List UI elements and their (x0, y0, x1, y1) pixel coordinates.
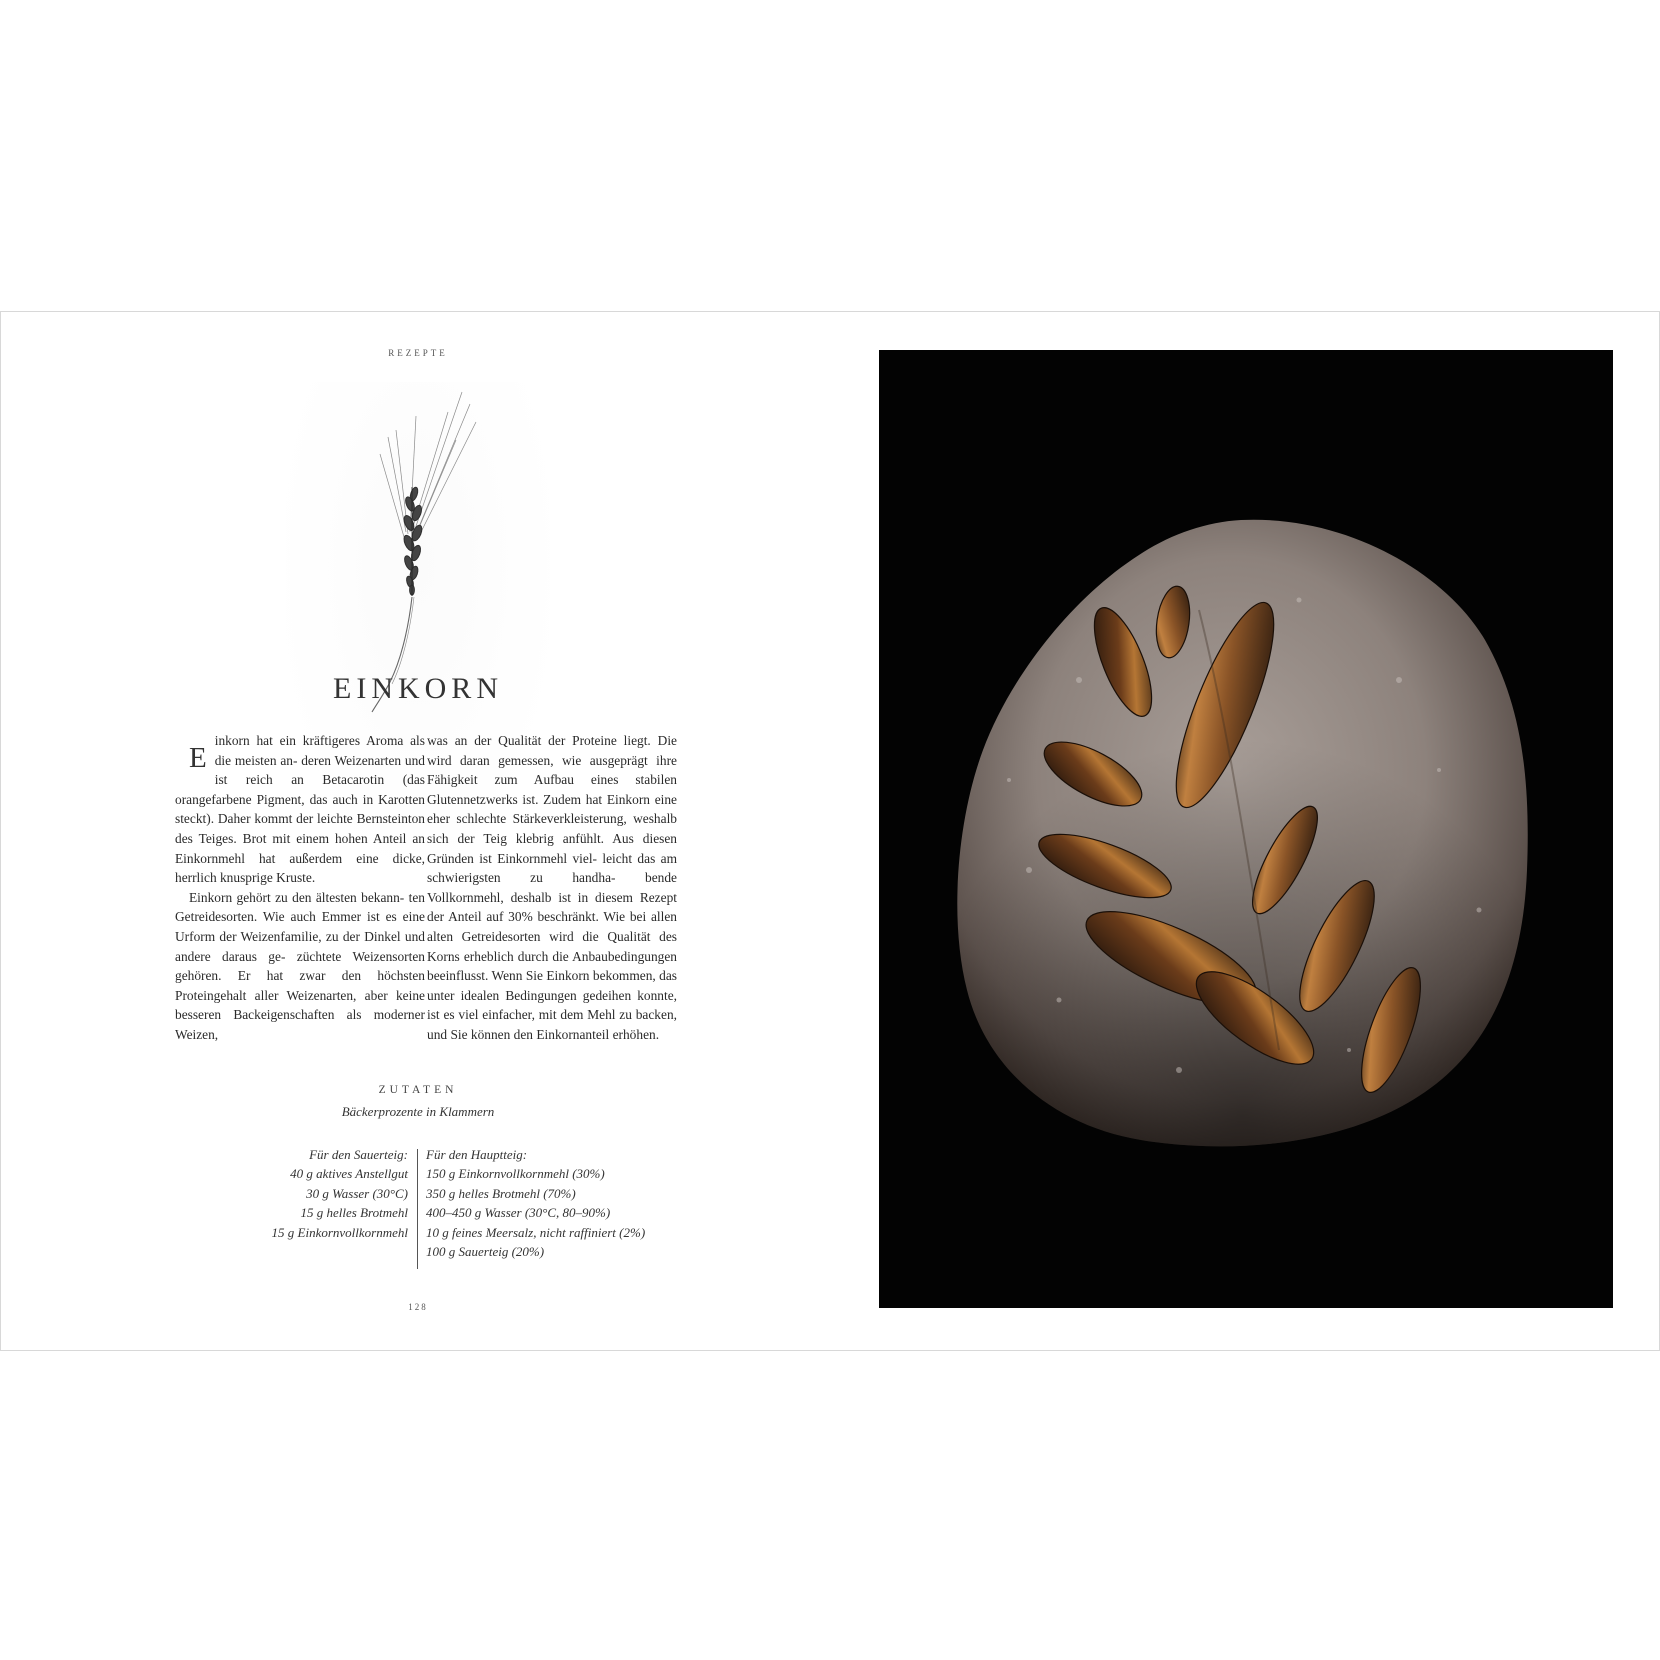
body-text-line: Daher kommt der leichte Bernsteinton (217, 811, 425, 827)
body-text-line: des Teiges. Brot mit einem hohen Anteil (175, 830, 413, 846)
body-text-line: Rezept der Anteil auf 30% beschränkt. (427, 889, 677, 925)
body-text-line: Glutennetzwerks ist. Zudem hat Einkorn (427, 791, 655, 807)
body-text-line: Backeigenschaften als moderner Weizen, (175, 1007, 426, 1042)
body-text-line: Die wird daran gemessen, wie ausgeprägt (427, 733, 677, 768)
drop-cap: E (189, 742, 207, 774)
body-text-line: ist es eine Urform der Weizenfamilie, (175, 909, 425, 944)
body-text-line: was an der Qualität der Proteine liegt. (427, 733, 658, 748)
book-spread (0, 311, 1660, 1351)
ingredient-item: 15 g Einkornvollkornmehl (271, 1224, 408, 1240)
ingredient-item: 350 g helles Brotmehl (70%) (426, 1185, 576, 1201)
body-column-left (175, 731, 425, 1045)
body-text-line: zu der Dinkel und andere daraus ge- (175, 928, 426, 964)
body-text-line: Einkorn bekommen, das unter idealen (427, 968, 677, 1003)
body-text-line: inkorn hat ein kräftigeres (214, 733, 367, 748)
body-text-line: Wie bei allen alten Getreidesorten wird (427, 909, 677, 944)
ingredient-item: 40 g aktives Anstellgut (290, 1166, 408, 1182)
ingredients-heading: ZUTATEN (378, 1084, 458, 1096)
body-text-line: ihre Fähigkeit zum Aufbau eines stabilen (427, 752, 677, 788)
body-text-line: weshalb sich der Teig klebrig anfühlt. Aus (427, 811, 677, 846)
body-text-line: Bedingungen gedeihen konnte, ist es viel (427, 987, 677, 1023)
ingredient-item: 15 g helles Brotmehl (300, 1205, 408, 1221)
body-text-line: herrlich knusprige Kruste. (175, 870, 316, 886)
ingredients-subheading: Bäckerprozente in Klammern (341, 1104, 495, 1119)
body-text-line: leicht das am schwierigsten zu handha- (427, 850, 677, 886)
ingredient-item: 30 g Wasser (30°C) (306, 1185, 408, 1201)
page-number: 128 (408, 1302, 428, 1312)
body-text-line: ten Getreidesorten. Wie auch Emmer (175, 889, 425, 925)
body-text-line: Einkorn gehört zu den ältesten bekann- (189, 889, 409, 905)
body-text-line: aller Weizenarten, aber keine besseren (175, 987, 425, 1023)
body-text-line: einfacher, mit dem Mehl zu backen, und (427, 1007, 677, 1042)
ingredients-divider (417, 1149, 418, 1269)
hauptteig-ingredients (426, 1145, 666, 1261)
body-text-line: deren Weizenarten und ist (214, 752, 425, 788)
scored-einkorn-loaf-photo (879, 350, 1613, 1308)
body-text-line: reich an Betacarotin (das orangefarbene (175, 772, 425, 807)
ingredient-item: 10 g feines Meersalz, nicht raffiniert (2%) (426, 1224, 646, 1240)
body-text-line: diesen Gründen ist Einkornmehl viel- (427, 830, 677, 866)
spread-edge-left (0, 312, 1, 1350)
ingredient-item: 150 g Einkornvollkornmehl (30%) (426, 1166, 605, 1182)
body-text-line: Pigment, das auch in Karotten steckt). (175, 791, 425, 827)
hauptteig-label: Für den Hauptteig: (426, 1147, 528, 1162)
body-column-right (427, 731, 677, 1045)
sauerteig-label: Für den Sauerteig: (309, 1147, 408, 1162)
sauerteig-ingredients (200, 1145, 408, 1242)
ingredient-item: 100 g Sauerteig (20%) (426, 1244, 545, 1260)
section-label: REZEPTE (388, 348, 448, 358)
ingredient-item: 400–450 g Wasser (30°C, 80–90%) (426, 1205, 611, 1221)
body-text-line: Sie können den Einkornanteil erhöhen. (450, 1026, 660, 1042)
page-title: EINKORN (333, 672, 503, 705)
body-text-line: züchtete Weizensorten gehören. Er (175, 948, 425, 984)
body-text-line: an Einkornmehl hat außerdem eine dicke, (175, 830, 425, 866)
body-text-line: hat zwar den höchsten Proteingehalt (175, 968, 425, 1003)
body-text-line: Aroma als die meisten an- (214, 733, 425, 768)
body-text-line: die Qualität des Korns erheblich durch die (427, 928, 677, 964)
body-text-line: Anbaubedingungen beeinflusst. Wenn Sie (427, 948, 677, 984)
body-text-line: eine eher schlechte Stärkeverkleisterung, (427, 791, 677, 827)
loaf-illustration (879, 350, 1613, 1308)
body-text-line: bende Vollkornmehl, deshalb ist in diesem (427, 870, 677, 905)
